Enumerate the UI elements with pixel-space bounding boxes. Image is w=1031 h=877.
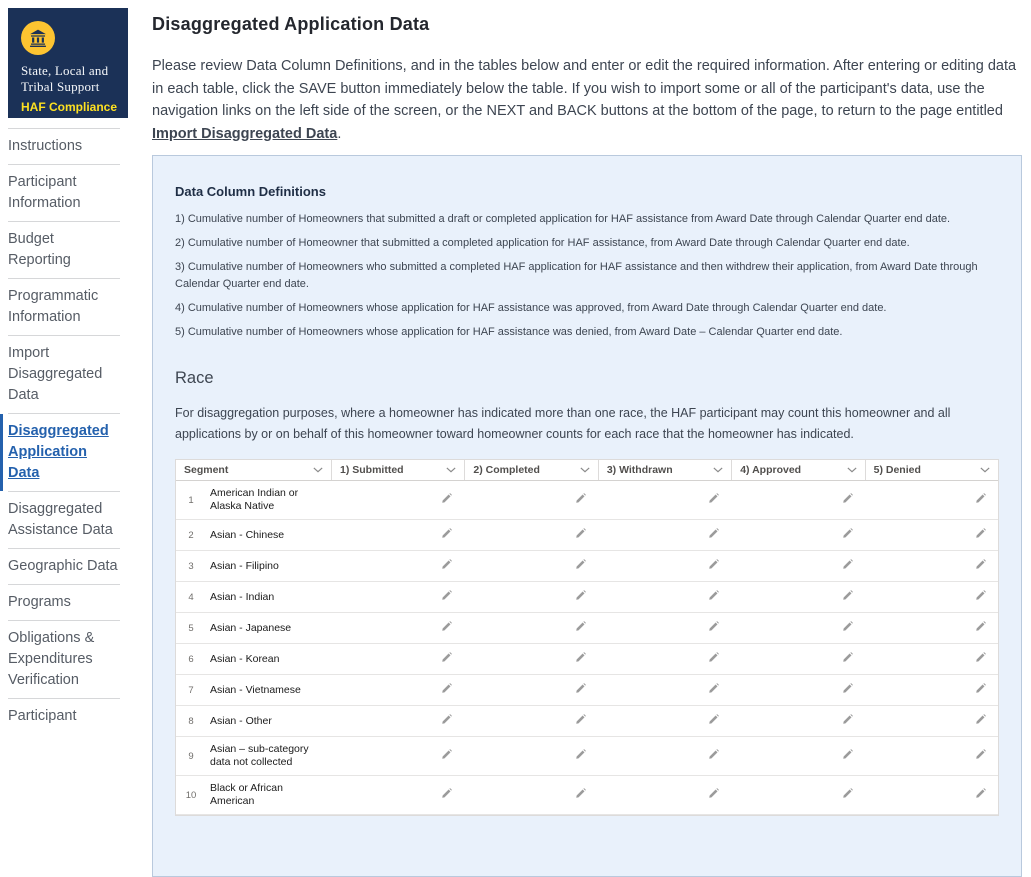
edit-cell[interactable] xyxy=(464,737,597,775)
edit-cell[interactable] xyxy=(464,582,597,612)
sidebar-item-label: Geographic Data xyxy=(8,558,118,574)
segment-label: Asian – sub-category data not collected xyxy=(210,743,309,768)
edit-pencil-icon[interactable] xyxy=(975,526,986,544)
edit-pencil-icon[interactable] xyxy=(975,712,986,730)
edit-pencil-icon[interactable] xyxy=(842,712,853,730)
edit-pencil-icon[interactable] xyxy=(441,681,452,699)
column-header-submitted[interactable] xyxy=(331,460,464,480)
edit-cell[interactable] xyxy=(598,582,731,612)
edit-pencil-icon[interactable] xyxy=(441,747,452,765)
edit-pencil-icon[interactable] xyxy=(441,650,452,668)
column-header-label: 3) Withdrawn xyxy=(606,464,673,476)
edit-cell[interactable] xyxy=(865,481,998,519)
chevron-down-icon[interactable] xyxy=(313,467,323,473)
row-number: 5 xyxy=(188,622,194,634)
edit-pencil-icon[interactable] xyxy=(441,588,452,606)
edit-cell[interactable] xyxy=(865,737,998,775)
brand-logo xyxy=(8,8,128,118)
segment-label: Asian - Vietnamese xyxy=(210,683,301,696)
sidebar-item-label: Obligations & Expenditures Verification xyxy=(8,630,95,688)
column-header-completed[interactable] xyxy=(464,460,597,480)
edit-cell[interactable] xyxy=(731,520,864,550)
edit-pencil-icon[interactable] xyxy=(575,712,586,730)
table-row xyxy=(176,613,998,644)
edit-pencil-icon[interactable] xyxy=(575,526,586,544)
edit-cell[interactable] xyxy=(331,613,464,643)
table-row xyxy=(176,551,998,582)
sidebar-item-participant[interactable] xyxy=(8,698,120,734)
edit-pencil-icon[interactable] xyxy=(708,588,719,606)
import-disaggregated-data-link[interactable]: Import Disaggregated Data xyxy=(152,125,338,142)
race-heading: Race xyxy=(175,369,214,387)
edit-cell[interactable] xyxy=(731,551,864,581)
edit-pencil-icon[interactable] xyxy=(441,557,452,575)
edit-pencil-icon[interactable] xyxy=(842,588,853,606)
edit-pencil-icon[interactable] xyxy=(708,491,719,509)
edit-cell[interactable] xyxy=(598,776,731,814)
sidebar-item-label: Import Disaggregated Data xyxy=(8,345,103,403)
segment-cell xyxy=(176,644,331,674)
segment-label: Asian - Other xyxy=(210,714,272,727)
edit-pencil-icon[interactable] xyxy=(975,650,986,668)
edit-cell[interactable] xyxy=(731,644,864,674)
column-header-label: 1) Submitted xyxy=(340,464,404,476)
sidebar-item-programs[interactable] xyxy=(8,584,120,620)
edit-cell[interactable] xyxy=(464,644,597,674)
definition-item: 4) Cumulative number of Homeowners whose application for HAF assistance was approved, from Award Date through Calendar Quarter end date. xyxy=(175,302,887,314)
definition-item: 3) Cumulative number of Homeowners who submitted a completed HAF application for HAF assistance and then withdrew their application, from Award Date through Calendar Quarter end date. xyxy=(175,261,978,290)
edit-pencil-icon[interactable] xyxy=(842,526,853,544)
edit-pencil-icon[interactable] xyxy=(708,681,719,699)
column-header-withdrawn[interactable] xyxy=(598,460,731,480)
row-number: 6 xyxy=(188,653,194,665)
edit-cell[interactable] xyxy=(331,737,464,775)
edit-pencil-icon[interactable] xyxy=(575,557,586,575)
edit-pencil-icon[interactable] xyxy=(975,747,986,765)
table-row xyxy=(176,582,998,613)
table-row xyxy=(176,644,998,675)
intro-text: Please review Data Column Definitions, and in the tables below and enter or edit the required information. After entering or editing data in each table, click the SAVE button immediately below the table. If you wish to import some or all of the participant's data, use the navigation links on the left side of the screen, or the NEXT and BACK buttons at the bottom of the page, to return to the page entitled xyxy=(152,58,1017,119)
edit-cell[interactable] xyxy=(331,675,464,705)
segment-label: Asian - Filipino xyxy=(210,559,279,572)
edit-cell[interactable] xyxy=(731,706,864,736)
definitions-list xyxy=(175,211,999,341)
edit-cell[interactable] xyxy=(598,551,731,581)
edit-pencil-icon[interactable] xyxy=(975,491,986,509)
edit-pencil-icon[interactable] xyxy=(842,747,853,765)
chevron-down-icon[interactable] xyxy=(980,467,990,473)
table-header-row xyxy=(176,460,998,481)
sidebar-item-programmatic-information[interactable] xyxy=(8,278,120,335)
sidebar-item-label: Instructions xyxy=(8,138,83,154)
chevron-down-icon[interactable] xyxy=(580,467,590,473)
edit-pencil-icon[interactable] xyxy=(441,712,452,730)
segment-label: Asian - Chinese xyxy=(210,528,285,541)
row-number: 3 xyxy=(188,560,194,572)
edit-pencil-icon[interactable] xyxy=(575,619,586,637)
edit-pencil-icon[interactable] xyxy=(708,619,719,637)
column-header-segment[interactable] xyxy=(176,460,331,480)
column-header-label: 5) Denied xyxy=(873,464,921,476)
definition-item: 2) Cumulative number of Homeowner that submitted a completed application for HAF assistance, from Award Date through Calendar Quarter end date. xyxy=(175,237,910,249)
segment-cell xyxy=(176,776,331,814)
edit-cell[interactable] xyxy=(598,675,731,705)
edit-pencil-icon[interactable] xyxy=(842,786,853,804)
column-header-approved[interactable] xyxy=(731,460,864,480)
edit-cell[interactable] xyxy=(731,613,864,643)
edit-cell[interactable] xyxy=(865,706,998,736)
edit-pencil-icon[interactable] xyxy=(441,619,452,637)
edit-cell[interactable] xyxy=(731,776,864,814)
edit-cell[interactable] xyxy=(331,481,464,519)
edit-cell[interactable] xyxy=(464,613,597,643)
edit-pencil-icon[interactable] xyxy=(975,588,986,606)
edit-cell[interactable] xyxy=(464,675,597,705)
edit-pencil-icon[interactable] xyxy=(975,619,986,637)
edit-pencil-icon[interactable] xyxy=(708,526,719,544)
sidebar-item-label: Budget Reporting xyxy=(8,231,71,268)
page-title: Disaggregated Application Data xyxy=(152,14,430,34)
sidebar-item-label: Programs xyxy=(8,594,71,610)
table-row xyxy=(176,776,998,815)
column-header-label: Segment xyxy=(184,464,229,476)
treasury-building-icon xyxy=(21,21,55,55)
edit-pencil-icon[interactable] xyxy=(975,557,986,575)
segment-cell xyxy=(176,582,331,612)
edit-cell[interactable] xyxy=(464,481,597,519)
sidebar-nav xyxy=(8,128,120,734)
edit-cell[interactable] xyxy=(865,644,998,674)
edit-cell[interactable] xyxy=(598,644,731,674)
sidebar xyxy=(0,0,144,724)
segment-cell xyxy=(176,481,331,519)
row-number: 2 xyxy=(188,529,194,541)
segment-cell xyxy=(176,706,331,736)
edit-cell[interactable] xyxy=(865,551,998,581)
segment-cell xyxy=(176,551,331,581)
edit-pencil-icon[interactable] xyxy=(842,650,853,668)
sidebar-item-obligations-expenditures-verification[interactable] xyxy=(8,620,120,698)
segment-label: Black or African American xyxy=(210,782,283,807)
sidebar-item-label: Programmatic Information xyxy=(8,288,99,325)
table-body xyxy=(176,481,998,815)
sidebar-item-disaggregated-application-data[interactable] xyxy=(8,413,120,491)
edit-pencil-icon[interactable] xyxy=(842,619,853,637)
edit-pencil-icon[interactable] xyxy=(441,491,452,509)
edit-cell[interactable] xyxy=(331,776,464,814)
edit-cell[interactable] xyxy=(331,644,464,674)
edit-cell[interactable] xyxy=(331,551,464,581)
race-description: For disaggregation purposes, where a homeowner has indicated more than one race, the HAF participant may count this homeowner and all applications by or on behalf of this homeowner toward homeowner counts for each race that the homeowner has indicated. xyxy=(175,406,951,441)
edit-pencil-icon[interactable] xyxy=(441,786,452,804)
edit-cell[interactable] xyxy=(464,776,597,814)
table-row xyxy=(176,706,998,737)
content-panel xyxy=(152,155,1022,877)
edit-cell[interactable] xyxy=(331,706,464,736)
edit-cell[interactable] xyxy=(598,481,731,519)
segment-cell xyxy=(176,520,331,550)
race-data-table xyxy=(175,459,999,816)
edit-cell[interactable] xyxy=(598,613,731,643)
row-number: 9 xyxy=(188,750,194,762)
row-number: 1 xyxy=(188,494,194,506)
edit-cell[interactable] xyxy=(865,675,998,705)
edit-cell[interactable] xyxy=(865,520,998,550)
edit-pencil-icon[interactable] xyxy=(708,747,719,765)
edit-cell[interactable] xyxy=(464,551,597,581)
edit-pencil-icon[interactable] xyxy=(975,786,986,804)
column-header-denied[interactable] xyxy=(865,460,998,480)
sidebar-item-budget-reporting[interactable] xyxy=(8,221,120,278)
edit-pencil-icon[interactable] xyxy=(441,526,452,544)
chevron-down-icon[interactable] xyxy=(713,467,723,473)
edit-cell[interactable] xyxy=(598,737,731,775)
sidebar-item-label: Disaggregated Assistance Data xyxy=(8,501,113,538)
edit-cell[interactable] xyxy=(731,582,864,612)
app-name: HAF Compliance xyxy=(21,100,118,114)
row-number: 10 xyxy=(185,789,197,801)
column-header-label: 2) Completed xyxy=(473,464,540,476)
edit-cell[interactable] xyxy=(464,706,597,736)
sidebar-item-geographic-data[interactable] xyxy=(8,548,120,584)
edit-cell[interactable] xyxy=(598,706,731,736)
sidebar-item-import-disaggregated-data[interactable] xyxy=(8,335,120,413)
edit-pencil-icon[interactable] xyxy=(575,681,586,699)
edit-pencil-icon[interactable] xyxy=(708,712,719,730)
sidebar-item-label: Participant xyxy=(8,708,77,724)
edit-cell[interactable] xyxy=(865,776,998,814)
edit-pencil-icon[interactable] xyxy=(575,786,586,804)
chevron-down-icon[interactable] xyxy=(446,467,456,473)
edit-cell[interactable] xyxy=(731,481,864,519)
chevron-down-icon[interactable] xyxy=(847,467,857,473)
edit-pencil-icon[interactable] xyxy=(575,588,586,606)
edit-pencil-icon[interactable] xyxy=(708,650,719,668)
sidebar-item-disaggregated-assistance-data[interactable] xyxy=(8,491,120,548)
table-row xyxy=(176,675,998,706)
table-row xyxy=(176,737,998,776)
segment-label: Asian - Japanese xyxy=(210,621,292,634)
definition-item: 1) Cumulative number of Homeowners that submitted a draft or completed application for HAF assistance from Award Date through Calendar Quarter end date. xyxy=(175,213,951,225)
edit-pencil-icon[interactable] xyxy=(575,650,586,668)
edit-pencil-icon[interactable] xyxy=(842,491,853,509)
edit-cell[interactable] xyxy=(731,675,864,705)
segment-cell xyxy=(176,737,331,775)
row-number: 7 xyxy=(188,684,194,696)
edit-pencil-icon[interactable] xyxy=(575,491,586,509)
segment-cell xyxy=(176,613,331,643)
intro-paragraph xyxy=(152,55,1022,145)
segment-label: American Indian or Alaska Native xyxy=(210,487,299,512)
sidebar-item-instructions[interactable] xyxy=(8,128,120,164)
segment-cell xyxy=(176,675,331,705)
sidebar-item-label: Participant Information xyxy=(8,174,81,211)
segment-label: Asian - Indian xyxy=(210,590,275,603)
edit-pencil-icon[interactable] xyxy=(842,681,853,699)
edit-pencil-icon[interactable] xyxy=(975,681,986,699)
edit-cell[interactable] xyxy=(865,613,998,643)
table-row xyxy=(176,481,998,520)
agency-name: State, Local and Tribal Support xyxy=(21,63,109,94)
edit-pencil-icon[interactable] xyxy=(575,747,586,765)
edit-cell[interactable] xyxy=(598,520,731,550)
edit-pencil-icon[interactable] xyxy=(842,557,853,575)
definition-item: 5) Cumulative number of Homeowners whose application for HAF assistance was denied, from Award Date – Calendar Quarter end date. xyxy=(175,326,843,338)
table-row xyxy=(176,520,998,551)
edit-cell[interactable] xyxy=(731,737,864,775)
intro-text-period: . xyxy=(337,125,342,142)
edit-pencil-icon[interactable] xyxy=(708,557,719,575)
sidebar-item-label: Disaggregated Application Data xyxy=(8,423,109,481)
row-number: 4 xyxy=(188,591,194,603)
edit-cell[interactable] xyxy=(464,520,597,550)
edit-cell[interactable] xyxy=(331,520,464,550)
edit-cell[interactable] xyxy=(865,582,998,612)
row-number: 8 xyxy=(188,715,194,727)
main-content xyxy=(144,0,1031,807)
edit-pencil-icon[interactable] xyxy=(708,786,719,804)
definitions-heading: Data Column Definitions xyxy=(175,184,326,199)
edit-cell[interactable] xyxy=(331,582,464,612)
segment-label: Asian - Korean xyxy=(210,652,280,665)
sidebar-item-participant-information[interactable] xyxy=(8,164,120,221)
column-header-label: 4) Approved xyxy=(740,464,802,476)
